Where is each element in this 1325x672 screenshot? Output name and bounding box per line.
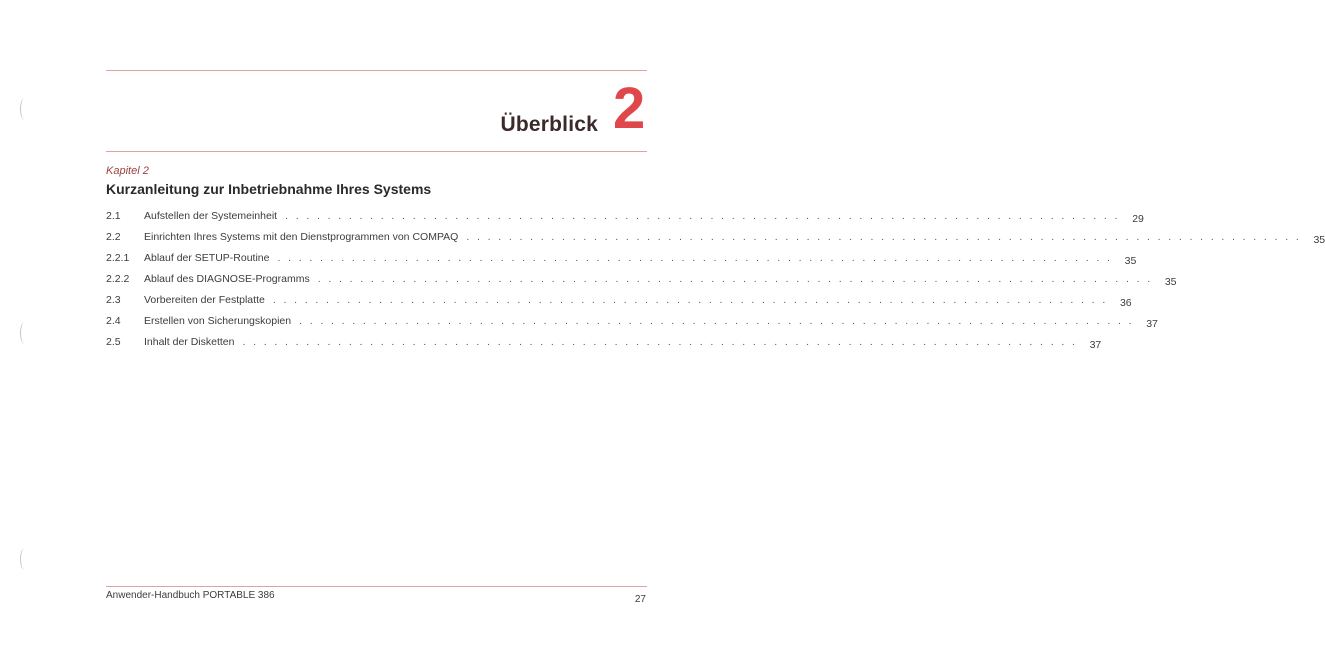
footer-page-number: 27 [634, 594, 646, 605]
footer-book-title: Anwender-Handbuch PORTABLE 386 [106, 590, 275, 601]
toc-entry-number: 2.1 [106, 210, 121, 222]
toc-entry-page: 37 [1146, 318, 1158, 330]
chapter-title: Überblick [500, 113, 598, 136]
toc-entry[interactable] [106, 210, 1144, 231]
header-bottom-rule [106, 151, 647, 152]
toc-leader-dots: . . . . . . . . . . . . . . . . . . . . . . . . . . . . . . . . . . . . . . . . . . . . . . . . . . . . . . . . . . . . . . . . . . . . . . . . . . . . . . . [299, 315, 1134, 327]
toc-entry-page: 29 [1132, 213, 1144, 225]
toc-entry[interactable] [106, 294, 1132, 315]
binder-hole-mark [20, 98, 29, 120]
toc-entry-number: 2.2.1 [106, 252, 130, 264]
toc-entry-number: 2.5 [106, 336, 121, 348]
binder-hole-mark [20, 322, 29, 344]
toc-entry-number: 2.2.2 [106, 273, 130, 285]
toc-entry-page: 35 [1313, 234, 1325, 246]
chapter-number: 2 [613, 76, 646, 141]
toc-entry-title: Aufstellen der Systemeinheit [144, 210, 278, 222]
toc-entry-page: 37 [1089, 339, 1102, 351]
toc-entry[interactable] [106, 315, 1158, 336]
toc-entry-title: Einrichten Ihres Systems mit den Dienstprogrammen von COMPAQ [144, 231, 459, 243]
toc-leader-dots: . . . . . . . . . . . . . . . . . . . . . . . . . . . . . . . . . . . . . . . . . . . . . . . . . . . . . . . . . . . . . . . . . . . . . . . . . . . . . . . [317, 273, 1153, 285]
toc-entry[interactable] [106, 252, 1137, 273]
toc-entry-title: Inhalt der Disketten [144, 336, 235, 348]
toc-entry-page: 35 [1124, 255, 1137, 267]
toc-entry-number: 2.4 [106, 315, 121, 327]
binder-hole-mark [20, 548, 29, 570]
toc-entry-title: Erstellen von Sicherungskopien [144, 315, 292, 327]
toc-entry-title: Ablauf des DIAGNOSE-Programms [144, 273, 310, 285]
chapter-heading: Kurzanleitung zur Inbetriebnahme Ihres Systems [106, 181, 432, 197]
toc-entry[interactable] [106, 336, 1102, 357]
toc-leader-dots: . . . . . . . . . . . . . . . . . . . . . . . . . . . . . . . . . . . . . . . . . . . . . . . . . . . . . . . . . . . . . . . . . . . . . . . . . . . . . . . [272, 294, 1108, 306]
toc-entry-title: Vorbereiten der Festplatte [144, 294, 265, 306]
toc-entry-number: 2.3 [106, 294, 121, 306]
toc-entry-number: 2.2 [106, 231, 121, 243]
header-top-rule [106, 70, 647, 71]
toc-leader-dots: . . . . . . . . . . . . . . . . . . . . . . . . . . . . . . . . . . . . . . . . . . . . . . . . . . . . . . . . . . . . . . . . . . . . . . . . . . . . . . . [285, 210, 1120, 222]
toc-entry[interactable] [106, 231, 1325, 252]
toc-leader-dots: . . . . . . . . . . . . . . . . . . . . . . . . . . . . . . . . . . . . . . . . . . . . . . . . . . . . . . . . . . . . . . . . . . . . . . . . . . . . . . . [242, 336, 1078, 348]
toc-entry-page: 35 [1164, 276, 1177, 288]
chapter-label: Kapitel 2 [106, 165, 149, 177]
table-of-contents [106, 210, 1325, 357]
toc-entry-title: Ablauf der SETUP-Routine [144, 252, 270, 264]
toc-entry-page: 36 [1119, 297, 1132, 309]
footer-rule [106, 586, 647, 587]
toc-leader-dots: . . . . . . . . . . . . . . . . . . . . . . . . . . . . . . . . . . . . . . . . . . . . . . . . . . . . . . . . . . . . . . . . . . . . . . . . . . . . . . . [277, 252, 1113, 264]
toc-entry[interactable] [106, 273, 1177, 294]
toc-leader-dots: . . . . . . . . . . . . . . . . . . . . . . . . . . . . . . . . . . . . . . . . . . . . . . . . . . . . . . . . . . . . . . . . . . . . . . . . . . . . . . . [466, 231, 1302, 243]
